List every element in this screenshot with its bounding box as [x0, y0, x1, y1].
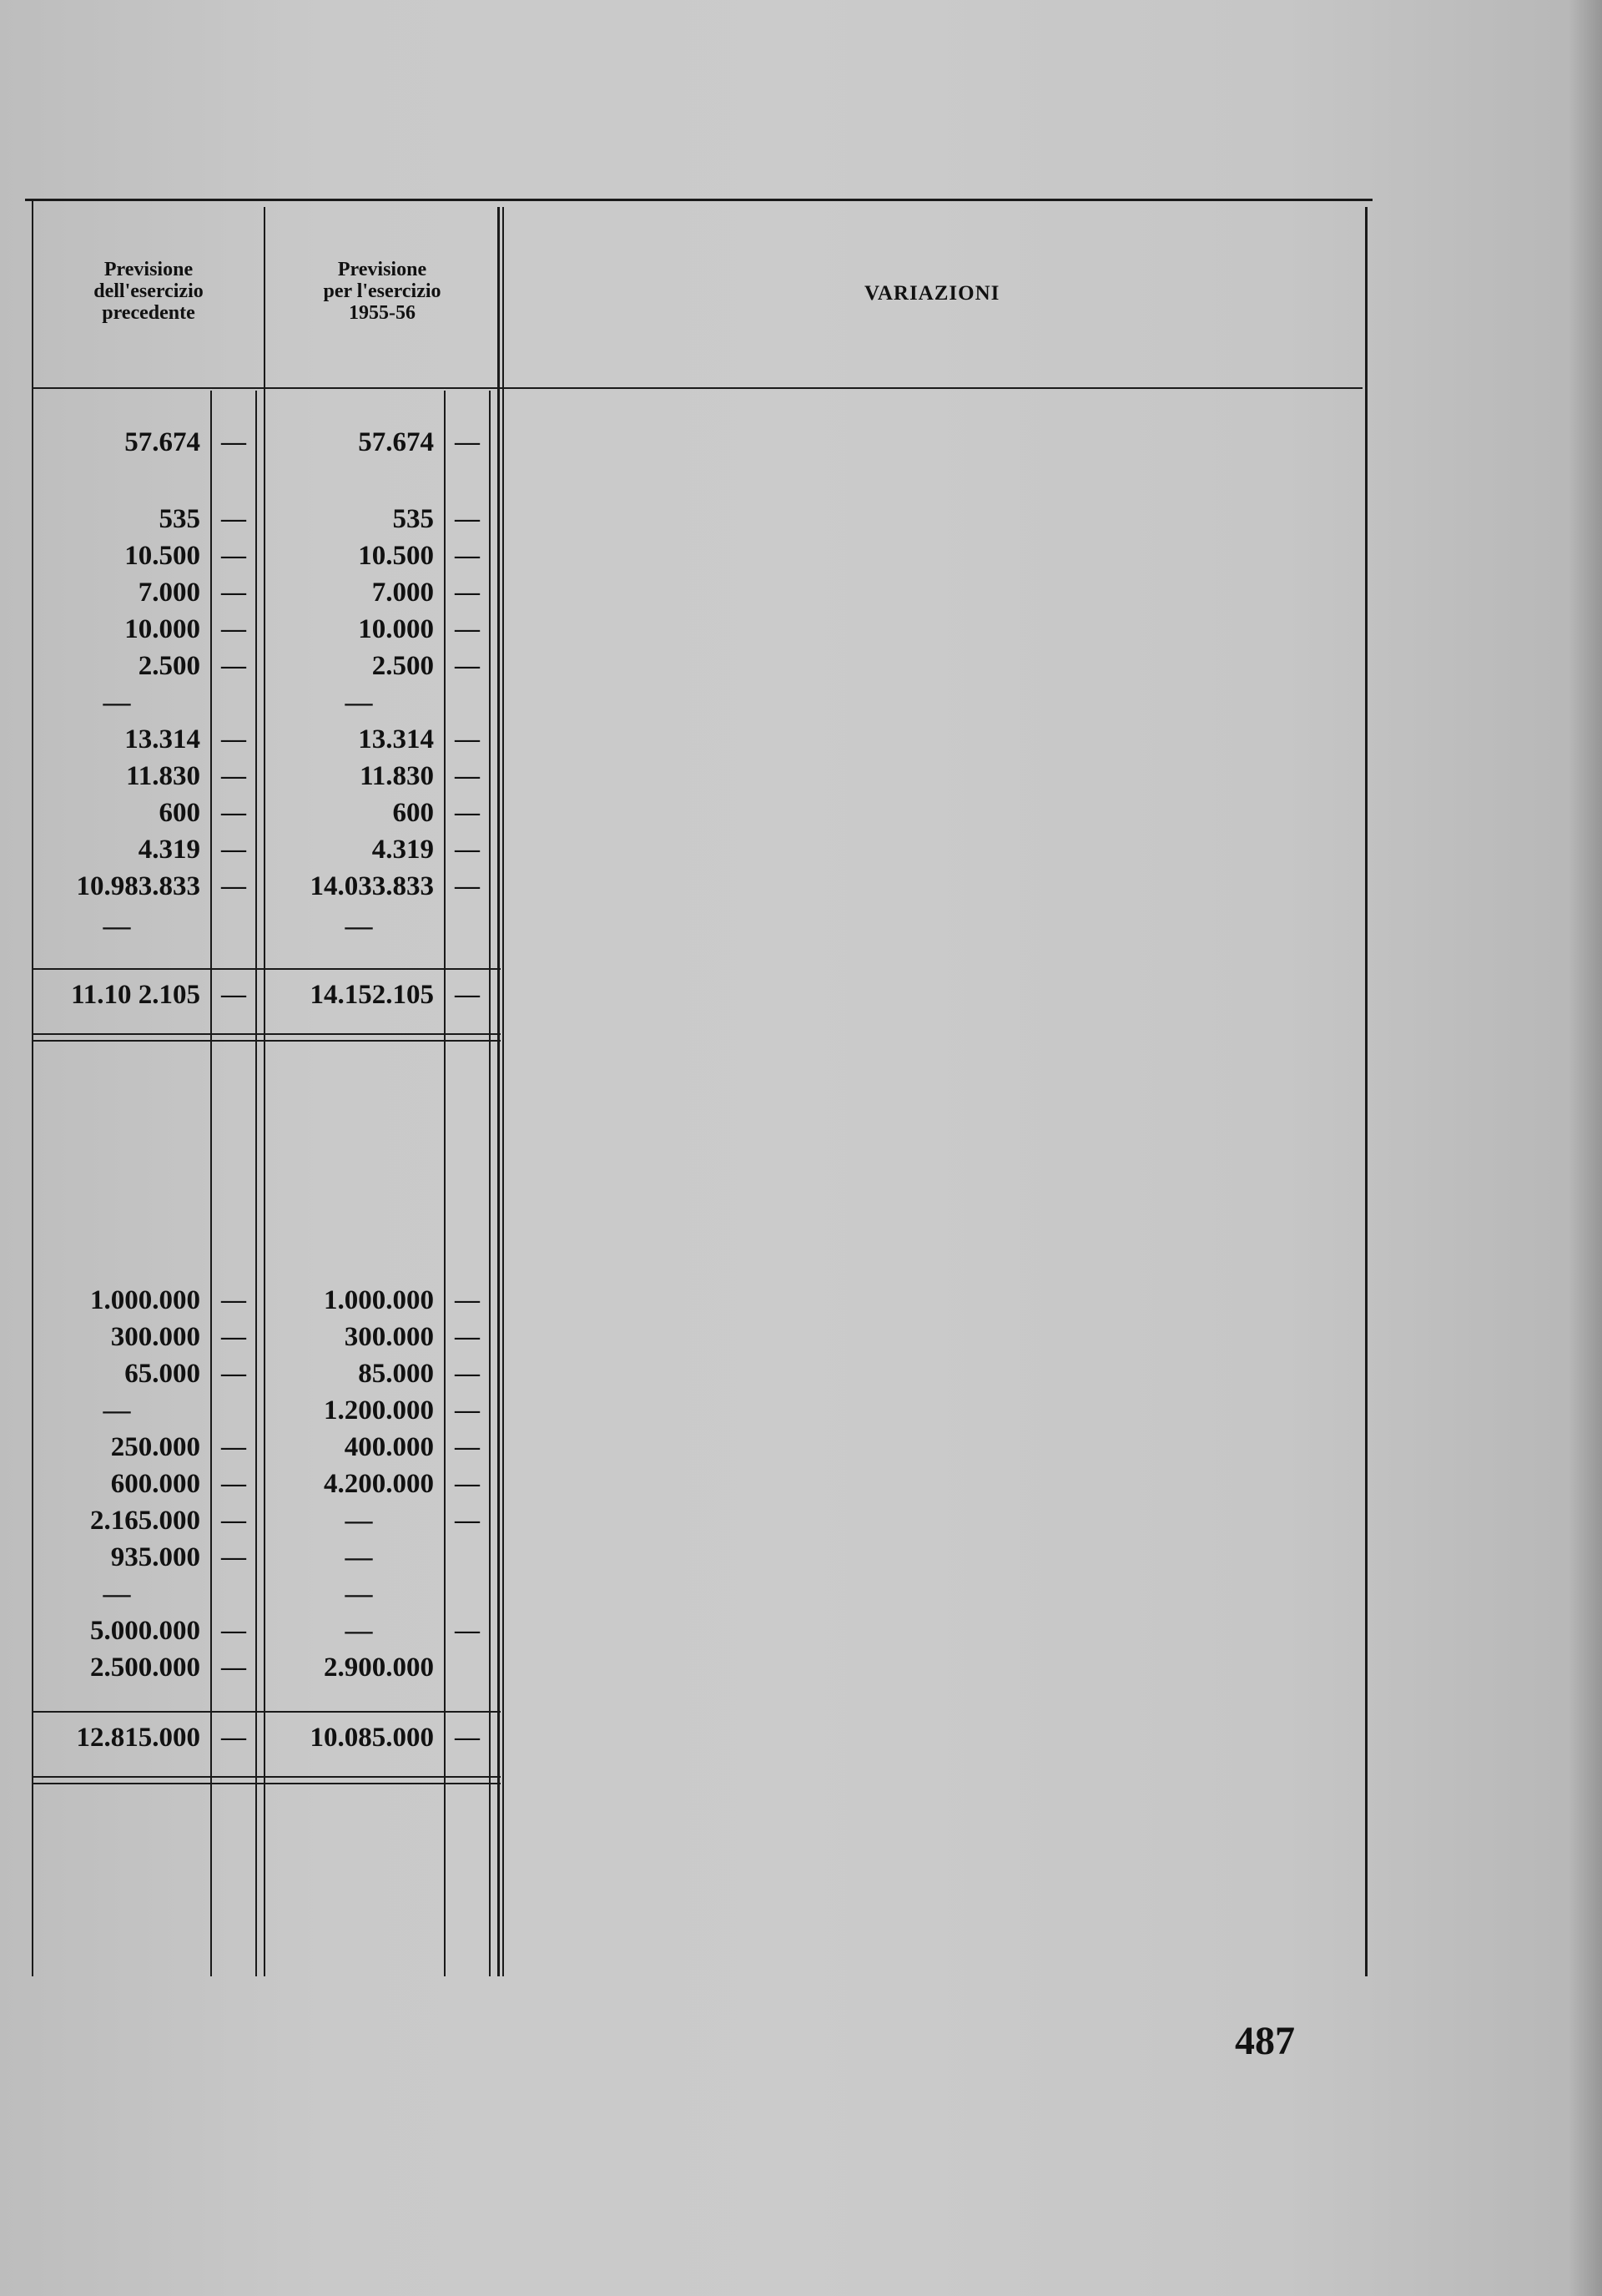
- cell-previous: —: [103, 688, 131, 718]
- cell-current: 11.830: [360, 761, 434, 791]
- cell-current: 1.000.000: [324, 1285, 434, 1315]
- header-variazioni: VARIAZIONI: [864, 282, 1000, 305]
- cell-previous: 2.500: [138, 651, 200, 681]
- cell-current: 10.085.000: [310, 1723, 434, 1753]
- cell-previous: 57.674: [124, 427, 200, 457]
- cell-current: —: [345, 1616, 373, 1646]
- cell-previous-fraction: —: [221, 1470, 246, 1497]
- cell-previous: —: [103, 911, 131, 941]
- cell-previous: 300.000: [110, 1322, 200, 1352]
- subtotal-rule: [32, 968, 501, 970]
- cell-previous: 600: [159, 798, 200, 828]
- cell-previous: 13.314: [124, 724, 200, 754]
- cell-previous-fraction: —: [221, 578, 246, 606]
- cell-previous: 10.983.833: [76, 871, 200, 901]
- total-double-rule-a: [32, 1033, 501, 1035]
- cell-previous-fraction: —: [221, 981, 246, 1008]
- cell-current-fraction: —: [455, 1286, 480, 1314]
- cell-current: 14.033.833: [310, 871, 434, 901]
- cell-previous-fraction: —: [221, 1617, 246, 1644]
- cell-current-fraction: —: [455, 762, 480, 790]
- col1-dash-right: [255, 391, 257, 1976]
- table-left-border: [32, 199, 33, 1976]
- cell-previous: 7.000: [138, 578, 200, 608]
- cell-previous-fraction: —: [221, 1543, 246, 1571]
- header-col2-line2: per l'esercizio: [323, 280, 441, 302]
- cell-previous: 935.000: [110, 1542, 200, 1572]
- cell-previous: 4.319: [138, 835, 200, 865]
- col1-dash-left: [210, 391, 212, 1976]
- cell-current: 2.500: [371, 651, 434, 681]
- cell-current: 4.319: [371, 835, 434, 865]
- cell-previous: 2.165.000: [90, 1506, 200, 1536]
- header-col1-line3: precedente: [102, 302, 195, 324]
- cell-previous-fraction: —: [221, 542, 246, 569]
- cell-current: 10.500: [358, 541, 434, 571]
- cell-current-fraction: —: [455, 1617, 480, 1644]
- cell-previous: 11.830: [126, 761, 200, 791]
- cell-current-fraction: —: [455, 725, 480, 753]
- cell-previous: 535: [159, 504, 200, 534]
- cell-previous: 10.000: [124, 614, 200, 644]
- cell-previous-fraction: —: [221, 1286, 246, 1314]
- cell-current-fraction: —: [455, 428, 480, 456]
- cell-current: 400.000: [344, 1432, 434, 1462]
- cell-current-fraction: —: [455, 799, 480, 826]
- cell-current: 10.000: [358, 614, 434, 644]
- section2-subtotal-rule: [32, 1711, 501, 1713]
- cell-current-fraction: —: [455, 652, 480, 679]
- cell-current-fraction: —: [455, 1506, 480, 1534]
- header-col2-line3: 1955-56: [349, 302, 416, 324]
- col2-right-border-b: [502, 207, 504, 1976]
- total-double-rule-b: [32, 1040, 501, 1042]
- cell-previous-fraction: —: [221, 799, 246, 826]
- header-previous-estimate: [50, 259, 247, 324]
- cell-previous: 1.000.000: [90, 1285, 200, 1315]
- cell-current: 2.900.000: [324, 1653, 434, 1683]
- cell-previous-fraction: —: [221, 428, 246, 456]
- cell-current: —: [345, 911, 373, 941]
- cell-previous: 11.10 2.105: [71, 980, 200, 1010]
- cell-current: 300.000: [344, 1322, 434, 1352]
- cell-previous: 65.000: [124, 1359, 200, 1389]
- cell-current-fraction: —: [455, 872, 480, 900]
- cell-current-fraction: —: [455, 615, 480, 643]
- cell-current-fraction: —: [455, 1396, 480, 1424]
- cell-current: 535: [392, 504, 434, 534]
- cell-current: 14.152.105: [310, 980, 434, 1010]
- cell-current: 4.200.000: [324, 1469, 434, 1499]
- cell-previous: 12.815.000: [76, 1723, 200, 1753]
- cell-current: —: [345, 1542, 373, 1572]
- cell-previous: 250.000: [110, 1432, 200, 1462]
- cell-previous-fraction: —: [221, 872, 246, 900]
- cell-previous-fraction: —: [221, 762, 246, 790]
- cell-previous: 5.000.000: [90, 1616, 200, 1646]
- cell-previous: 600.000: [110, 1469, 200, 1499]
- cell-previous-fraction: —: [221, 835, 246, 863]
- cell-current-fraction: —: [455, 835, 480, 863]
- table-right-border: [1365, 207, 1368, 1976]
- cell-previous: 2.500.000: [90, 1653, 200, 1683]
- cell-current-fraction: —: [455, 542, 480, 569]
- col2-dash-left: [444, 391, 446, 1976]
- cell-previous-fraction: —: [221, 1506, 246, 1534]
- cell-current: 85.000: [358, 1359, 434, 1389]
- cell-previous-fraction: —: [221, 652, 246, 679]
- section2-double-rule-b: [32, 1783, 501, 1784]
- header-current-estimate: [284, 259, 481, 324]
- cell-current: —: [345, 1506, 373, 1536]
- cell-previous-fraction: —: [221, 1323, 246, 1350]
- header-col1-line2: dell'esercizio: [93, 280, 204, 302]
- cell-current-fraction: —: [455, 981, 480, 1008]
- cell-previous-fraction: —: [221, 1653, 246, 1681]
- cell-previous: —: [103, 1395, 131, 1426]
- cell-current: 1.200.000: [324, 1395, 434, 1426]
- cell-previous: 10.500: [124, 541, 200, 571]
- cell-current-fraction: —: [455, 505, 480, 532]
- cell-current-fraction: —: [455, 1470, 480, 1497]
- cell-current: —: [345, 1579, 373, 1609]
- header-col1-line1: Previsione: [103, 259, 194, 280]
- header-col2-line1: Previsione: [337, 259, 427, 280]
- cell-current: —: [345, 688, 373, 718]
- cell-current-fraction: —: [455, 578, 480, 606]
- section2-double-rule-a: [32, 1776, 501, 1778]
- cell-previous-fraction: —: [221, 1723, 246, 1751]
- cell-current-fraction: —: [455, 1323, 480, 1350]
- cell-current-fraction: —: [455, 1433, 480, 1461]
- cell-previous-fraction: —: [221, 615, 246, 643]
- page-number: 487: [1235, 2019, 1295, 2063]
- cell-current: 7.000: [371, 578, 434, 608]
- page-edge-shadow: [1569, 0, 1602, 2296]
- cell-current-fraction: —: [455, 1360, 480, 1387]
- cell-previous-fraction: —: [221, 505, 246, 532]
- cell-previous: —: [103, 1579, 131, 1609]
- header-bottom-rule: [32, 387, 1363, 389]
- cell-previous-fraction: —: [221, 1360, 246, 1387]
- cell-current: 600: [392, 798, 434, 828]
- cell-previous-fraction: —: [221, 725, 246, 753]
- cell-current: 57.674: [358, 427, 434, 457]
- table-top-rule: [25, 199, 1373, 201]
- cell-previous-fraction: —: [221, 1433, 246, 1461]
- cell-current: 13.314: [358, 724, 434, 754]
- cell-current-fraction: —: [455, 1723, 480, 1751]
- col2-dash-right: [489, 391, 491, 1976]
